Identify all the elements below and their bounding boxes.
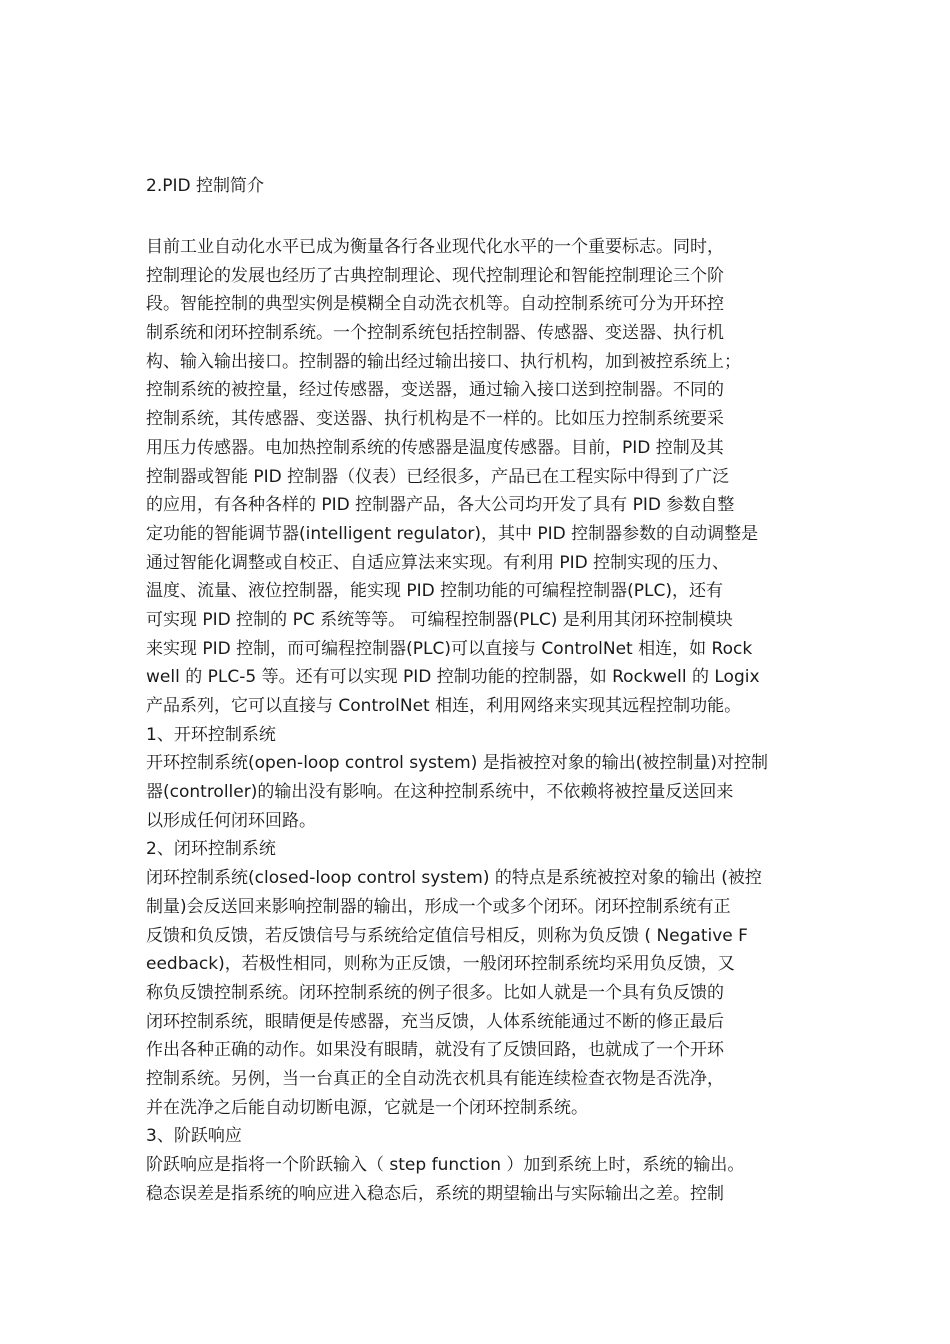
text-line: 温度、流量、液位控制器，能实现 PID 控制功能的可编程控制器(PLC)，还有 [146,581,724,602]
text-line: 控制器或智能 PID 控制器（仪表）已经很多，产品已在工程实际中得到了广泛 [146,466,730,487]
text-line: 闭环控制系统，眼睛便是传感器，充当反馈，人体系统能通过不断的修正最后 [146,1011,724,1032]
text-line: 的应用，有各种各样的 PID 控制器产品，各大公司均开发了具有 PID 参数自整 [146,495,735,516]
text-line: 1、开环控制系统 [146,724,276,745]
text-line: 制量)会反送回来影响控制器的输出，形成一个或多个闭环。闭环控制系统有正 [146,896,731,917]
text-line: 3、阶跃响应 [146,1126,242,1147]
text-line: 器(controller)的输出没有影响。在这种控制系统中，不依赖将被控量反送回来 [146,782,734,803]
text-line: 反馈和负反馈，若反馈信号与系统给定值信号相反，则称为负反馈 ( Negative F [146,925,748,946]
text-line: 控制系统。另例，当一台真正的全自动洗衣机具有能连续检查衣物是否洗净， [146,1068,724,1089]
text-line: 阶跃响应是指将一个阶跃输入（ step function ）加到系统上时，系统的输出。 [146,1155,745,1175]
text-line: 控制系统的被控量，经过传感器，变送器，通过输入接口送到控制器。不同的 [146,380,724,401]
text-line: well 的 PLC-5 等。还有可以实现 PID 控制功能的控制器，如 Rockwell 的 Logix [146,667,760,688]
text-line: 来实现 PID 控制，而可编程控制器(PLC)可以直接与 ControlNet 相连，如 Rock [146,638,753,659]
text-line: 段。智能控制的典型实例是模糊全自动洗衣机等。自动控制系统可分为开环控 [146,294,724,315]
text-line: 制系统和闭环控制系统。一个控制系统包括控制器、传感器、变送器、执行机 [146,323,724,344]
body-text [146,233,826,1208]
text-line: 称负反馈控制系统。闭环控制系统的例子很多。比如人就是一个具有负反馈的 [146,982,724,1003]
text-line: 控制理论的发展也经历了古典控制理论、现代控制理论和智能控制理论三个阶 [146,265,724,286]
text-line: 定功能的智能调节器(intelligent regulator)，其中 PID 控制器参数的自动调整是 [146,523,759,544]
text-line: 可实现 PID 控制的 PC 系统等等。 可编程控制器(PLC) 是利用其闭环控制模块 [146,609,733,630]
text-line: 稳态误差是指系统的响应进入稳态后，系统的期望输出与实际输出之差。控制 [146,1183,724,1204]
page-title: 2.PID 控制简介 [146,176,264,196]
text-line: 用压力传感器。电加热控制系统的传感器是温度传感器。目前，PID 控制及其 [146,437,724,458]
text-line: 以形成任何闭环回路。 [146,810,316,831]
text-line: 并在洗净之后能自动切断电源，它就是一个闭环控制系统。 [146,1097,588,1118]
text-line: 开环控制系统(open-loop control system) 是指被控对象的输出(被控制量)对控制 [146,753,769,774]
text-line: 目前工业自动化水平已成为衡量各行各业现代化水平的一个重要标志。同时， [146,237,724,257]
text-line: 通过智能化调整或自校正、自适应算法来实现。有利用 PID 控制实现的压力、 [146,552,730,573]
text-line: 控制系统，其传感器、变送器、执行机构是不一样的。比如压力控制系统要采 [146,409,724,430]
text-line: 2、闭环控制系统 [146,839,276,860]
text-line: 作出各种正确的动作。如果没有眼睛，就没有了反馈回路，也就成了一个开环 [146,1040,724,1061]
text-line: eedback)，若极性相同，则称为正反馈，一般闭环控制系统均采用负反馈，又 [146,954,735,975]
text-line: 闭环控制系统(closed-loop control system) 的特点是系统被控对象的输出 (被控 [146,868,762,889]
text-line: 产品系列，它可以直接与 ControlNet 相连，利用网络来实现其远程控制功能。 [146,696,742,716]
text-line: 构、输入输出接口。控制器的输出经过输出接口、执行机构，加到被控系统上； [146,351,741,372]
